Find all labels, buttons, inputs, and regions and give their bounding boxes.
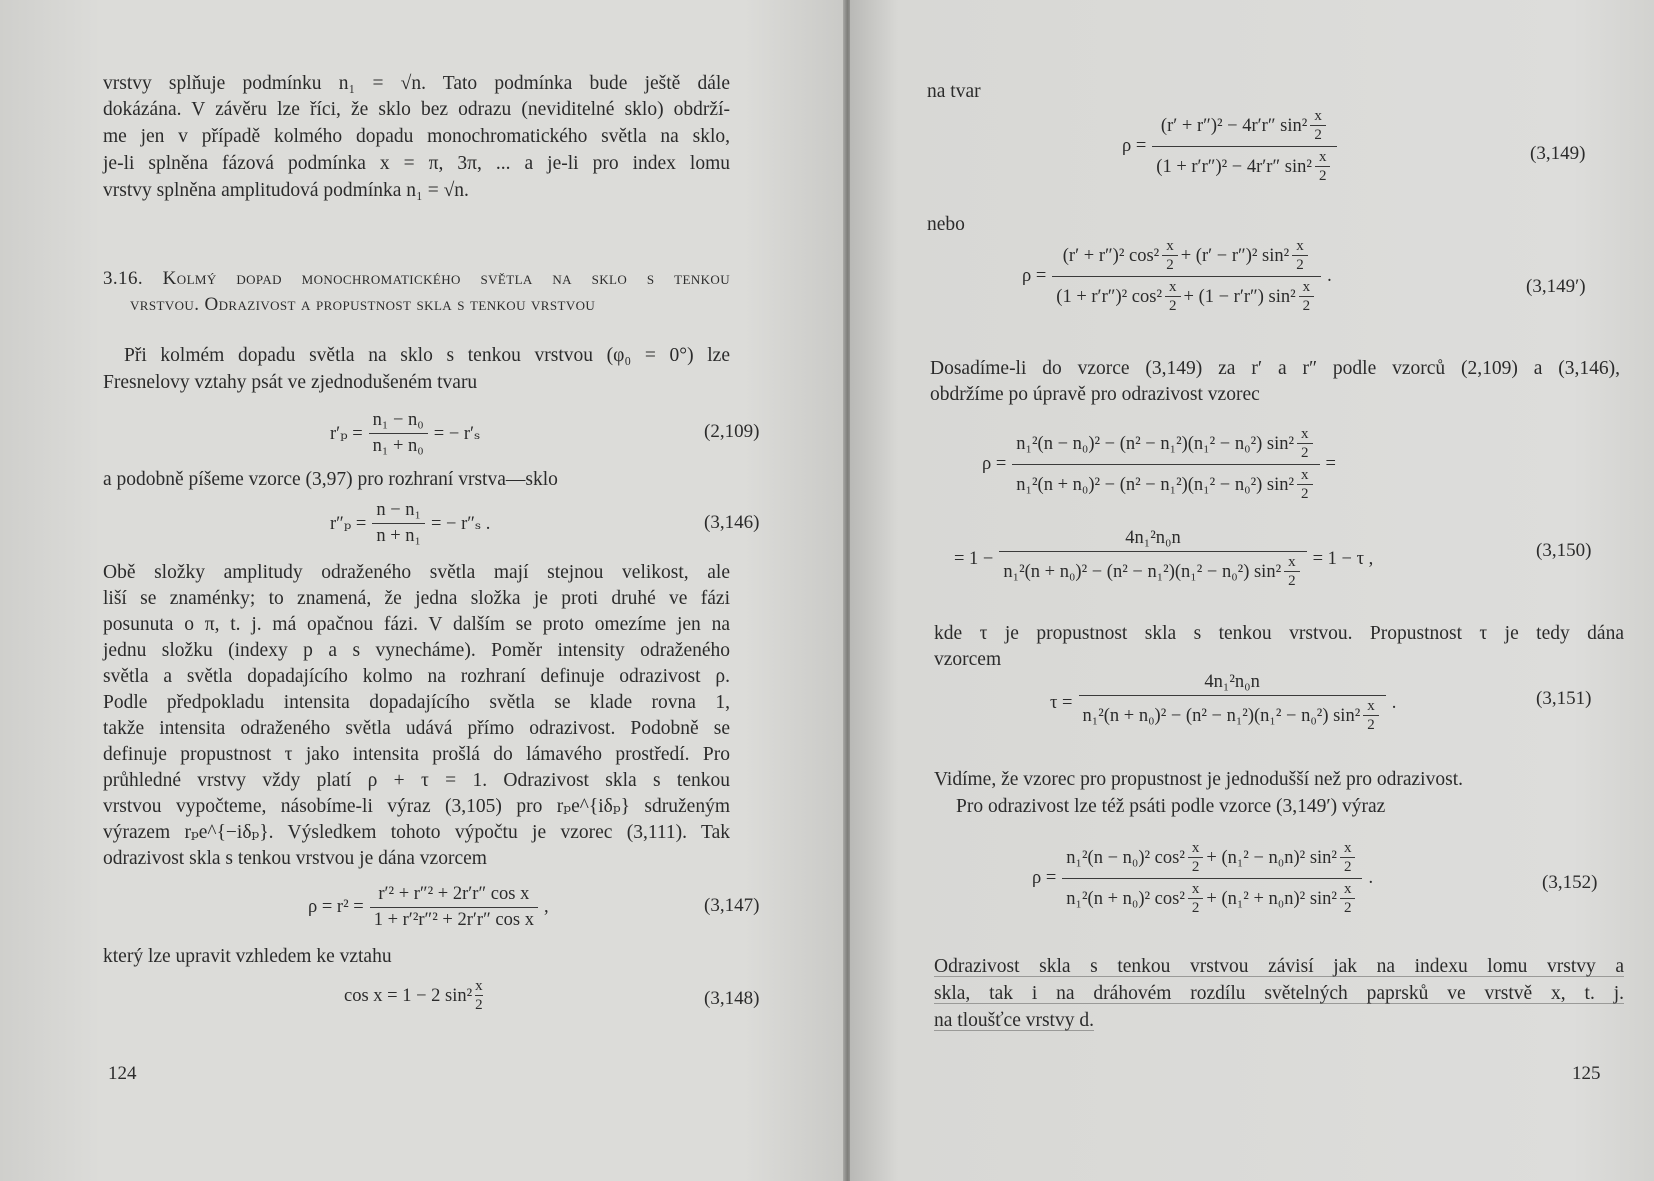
equation-rhs: = 1 − τ , xyxy=(1312,548,1374,569)
text-line: Dosadíme-li do vzorce (3,149) za r′ a r″ podle vzorců (2,109) a (3,146), xyxy=(930,358,1620,379)
equation-number: (3,151) xyxy=(1536,688,1592,709)
text-line: Odrazivost skla s tenkou vrstvou závisí jak na indexu lomu vrstvy a xyxy=(934,956,1624,977)
equation-3149-prime xyxy=(1022,238,1332,315)
equation-denominator: n₁²(n + n₀)² − (n² − n₁²)(n₁² − n₀²) sin² xyxy=(1016,474,1295,495)
equation-numerator: 4n₁²n₀n xyxy=(1125,528,1181,548)
half-2: 2 xyxy=(1299,296,1315,315)
page-number: 124 xyxy=(108,1063,137,1084)
text-line: skla, tak i na dráhovém rozdílu světelných paprsků ve vrstvě x, t. j. xyxy=(934,983,1624,1004)
text-line: na tvar xyxy=(927,81,981,102)
equation-numerator-b: + (r′ − r″)² sin² xyxy=(1180,245,1290,266)
half-2: 2 xyxy=(1165,296,1181,315)
text-line: Pro odrazivost lze též psáti podle vzorce (3,149′) výraz xyxy=(956,796,1386,817)
equation-lhs: ρ = xyxy=(1032,868,1057,888)
text-line: vrstvou vypočteme, násobíme-li výraz (3,105) pro rₚe^{iδₚ} sdruženým xyxy=(103,796,730,817)
text-line: obdržíme po úpravě pro odrazivost vzorec xyxy=(930,384,1260,405)
half-x: x xyxy=(1314,108,1322,124)
equation-lhs: r′ₚ = xyxy=(330,423,363,444)
equation-denominator-b: + (1 − r′r″) sin² xyxy=(1183,286,1296,307)
text-line: Podle předpokladu intensita dopadajícího světla se klade rovna 1, xyxy=(103,692,730,713)
equation-3150-line2 xyxy=(954,528,1373,590)
equation-rhs: . xyxy=(1391,692,1397,713)
half-x: x xyxy=(1367,698,1375,714)
text-line: liší se znaménky; to znamená, že jedna složka je proti druhé ve fázi xyxy=(103,588,730,609)
equation-rhs: . xyxy=(1368,868,1374,888)
text-line: definuje propustnost τ jako intensita prošlá do lámavého prostředí. Pro xyxy=(103,744,730,765)
half-x: x xyxy=(1191,840,1200,856)
equation-lhs: ρ = xyxy=(1022,266,1047,286)
half-2: 2 xyxy=(1162,255,1178,274)
equation-numerator: r′² + r″² + 2r′r″ cos x xyxy=(378,884,530,904)
half-2: 2 xyxy=(1297,443,1313,462)
equation-denominator: (1 + r′r″)² − 4r′r″ sin² xyxy=(1156,156,1312,177)
equation-number: (3,146) xyxy=(704,512,760,533)
equation-number: (3,152) xyxy=(1542,872,1598,893)
half-2: 2 xyxy=(1292,255,1308,274)
half-x: x xyxy=(1301,467,1309,483)
half-x: x xyxy=(1301,426,1309,442)
equation-denominator: n + n₁ xyxy=(372,523,425,547)
text-line: světla a světla dopadajícího kolmo na rozhraní definuje odrazivost ρ. xyxy=(103,666,730,687)
half-2: 2 xyxy=(1340,857,1356,876)
half-x: x xyxy=(1296,238,1304,254)
equation-numerator-b: + (n₁² − n₀n)² sin² xyxy=(1206,847,1337,868)
equation-denominator: n₁ + n₀ xyxy=(369,433,428,457)
text-line: který lze upravit vzhledem ke vztahu xyxy=(103,946,392,967)
text-line: odrazivost skla s tenkou vrstvou je dána vzorcem xyxy=(103,848,487,869)
equation-numerator-a: (r′ + r″)² cos² xyxy=(1062,245,1160,266)
half-x: x xyxy=(1166,238,1174,254)
equation-rhs: . xyxy=(1327,266,1332,286)
half-x: x xyxy=(1191,881,1200,897)
equation-denominator: 1 + r′²r″² + 2r′r″ cos x xyxy=(370,907,538,931)
text-line: Fresnelovy vztahy psát ve zjednodušeném tvaru xyxy=(103,372,478,393)
equation-2109 xyxy=(330,410,480,457)
equation-numerator: n₁²(n − n₀)² − (n² − n₁²)(n₁² − n₀²) sin² xyxy=(1016,433,1295,454)
equation-rhs: = − r″ₛ . xyxy=(430,513,491,534)
half-x: x xyxy=(1169,279,1177,295)
equation-rhs: = − r′ₛ xyxy=(433,423,481,444)
equation-3149 xyxy=(1122,108,1343,185)
text-line: průhledné vrstvy vždy platí ρ + τ = 1. Odrazivost skla s tenkou xyxy=(103,770,730,791)
equation-denominator-b: + (n₁² + n₀n)² sin² xyxy=(1206,888,1337,909)
text-line: vzorcem xyxy=(934,649,1002,670)
half-x: x xyxy=(1343,840,1352,856)
equation-3148 xyxy=(344,978,486,1014)
text-line: výrazem rₚe^{−iδₚ}. Výsledkem tohoto výpočtu je vzorec (3,111). Tak xyxy=(103,822,730,843)
equation-numerator: n₁ − n₀ xyxy=(372,410,424,430)
equation-number: (3,148) xyxy=(704,988,760,1009)
text-line: Při kolmém dopadu světla na sklo s tenkou vrstvou (φ₀ = 0°) lze xyxy=(124,345,730,366)
half-x: x xyxy=(1302,279,1311,295)
equation-lhs: = 1 − xyxy=(954,548,994,569)
equation-3147 xyxy=(308,884,549,931)
text-line: takže intensita odraženého světla udává přímo odrazivost. Podobně se xyxy=(103,718,730,739)
equation-denominator: 2 xyxy=(475,997,483,1013)
equation-number: (3,150) xyxy=(1536,540,1592,561)
equation-lhs: ρ = xyxy=(1122,136,1147,156)
half-2: 2 xyxy=(1340,898,1356,917)
half-2: 2 xyxy=(1188,898,1204,917)
half-2: 2 xyxy=(1310,125,1326,144)
text-line: dokázána. V závěru lze říci, že sklo bez odrazu (neviditelné sklo) obdrží- xyxy=(103,99,730,120)
equation-rhs: , xyxy=(543,897,549,917)
equation-number: (3,149′) xyxy=(1526,276,1586,297)
equation-lhs: ρ = xyxy=(982,454,1007,474)
equation-numerator: 4n₁²n₀n xyxy=(1204,672,1260,692)
equation-rhs: = xyxy=(1325,454,1336,474)
equation-3150-line1 xyxy=(982,426,1336,503)
equation-numerator-a: n₁²(n − n₀)² cos² xyxy=(1066,847,1185,868)
equation-lhs: cos x = 1 − 2 sin² xyxy=(344,985,473,1006)
equation-numerator: (r′ + r″)² − 4r′r″ sin² xyxy=(1160,115,1308,136)
equation-denominator: n₁²(n + n₀)² − (n² − n₁²)(n₁² − n₀²) sin² xyxy=(1003,561,1282,582)
half-2: 2 xyxy=(1284,571,1300,590)
text-line: na tloušťce vrstvy d. xyxy=(934,1010,1094,1031)
equation-numerator: n − n₁ xyxy=(376,500,421,520)
section-heading-cont: vrstvou. Odrazivost a propustnost skla s tenkou vrstvou xyxy=(130,294,596,315)
half-x: x xyxy=(1318,149,1327,165)
half-2: 2 xyxy=(1188,857,1204,876)
equation-lhs: ρ = r² = xyxy=(308,897,364,917)
equation-number: (3,147) xyxy=(704,895,760,916)
equation-numerator: x xyxy=(475,978,483,994)
text-line: Obě složky amplitudy odraženého světla mají stejnou velikost, ale xyxy=(103,562,730,583)
half-2: 2 xyxy=(1363,715,1379,734)
half-2: 2 xyxy=(1315,166,1331,185)
equation-lhs: r″ₚ = xyxy=(330,513,367,534)
text-line: vrstvy splněna amplitudová podmínka n₁ = √n. xyxy=(103,180,469,201)
text-line: vrstvy splňuje podmínku n₁ = √n. Tato podmínka bude ještě dále xyxy=(103,73,730,94)
equation-number: (2,109) xyxy=(704,421,760,442)
half-2: 2 xyxy=(1297,484,1313,503)
text-line: jednu složku (indexy p a s vynecháme). Poměr intensity odraženého xyxy=(103,640,730,661)
text-line: me jen v případě kolmého dopadu monochromatického světla na sklo, xyxy=(103,126,730,147)
equation-number: (3,149) xyxy=(1530,143,1586,164)
text-line: je-li splněna fázová podmínka x = π, 3π, ... a je-li pro index lomu xyxy=(103,153,730,174)
equation-denominator-a: (1 + r′r″)² cos² xyxy=(1056,286,1163,307)
equation-3152 xyxy=(1032,840,1373,917)
text-line: posunuta o π, t. j. má opačnou fázi. V dalším se proto omezíme jen na xyxy=(103,614,730,635)
equation-denominator-a: n₁²(n + n₀)² cos² xyxy=(1066,888,1185,909)
text-line: kde τ je propustnost skla s tenkou vrstvou. Propustnost τ je tedy dána xyxy=(934,623,1624,644)
equation-lhs: τ = xyxy=(1050,692,1073,713)
text-line: Vidíme, že vzorec pro propustnost je jednodušší než pro odrazivost. xyxy=(934,769,1463,790)
equation-3151 xyxy=(1050,672,1396,734)
right-page xyxy=(850,0,1654,1181)
equation-3146 xyxy=(330,500,490,547)
text-line: a podobně píšeme vzorce (3,97) pro rozhraní vrstva—sklo xyxy=(103,469,558,490)
half-x: x xyxy=(1343,881,1352,897)
half-x: x xyxy=(1288,554,1296,570)
page-number: 125 xyxy=(1572,1063,1601,1084)
section-heading: 3.16. Kolmý dopad monochromatického světla na sklo s tenkou xyxy=(103,268,730,289)
text-line: nebo xyxy=(927,214,965,235)
equation-denominator: n₁²(n + n₀)² − (n² − n₁²)(n₁² − n₀²) sin² xyxy=(1082,705,1361,726)
